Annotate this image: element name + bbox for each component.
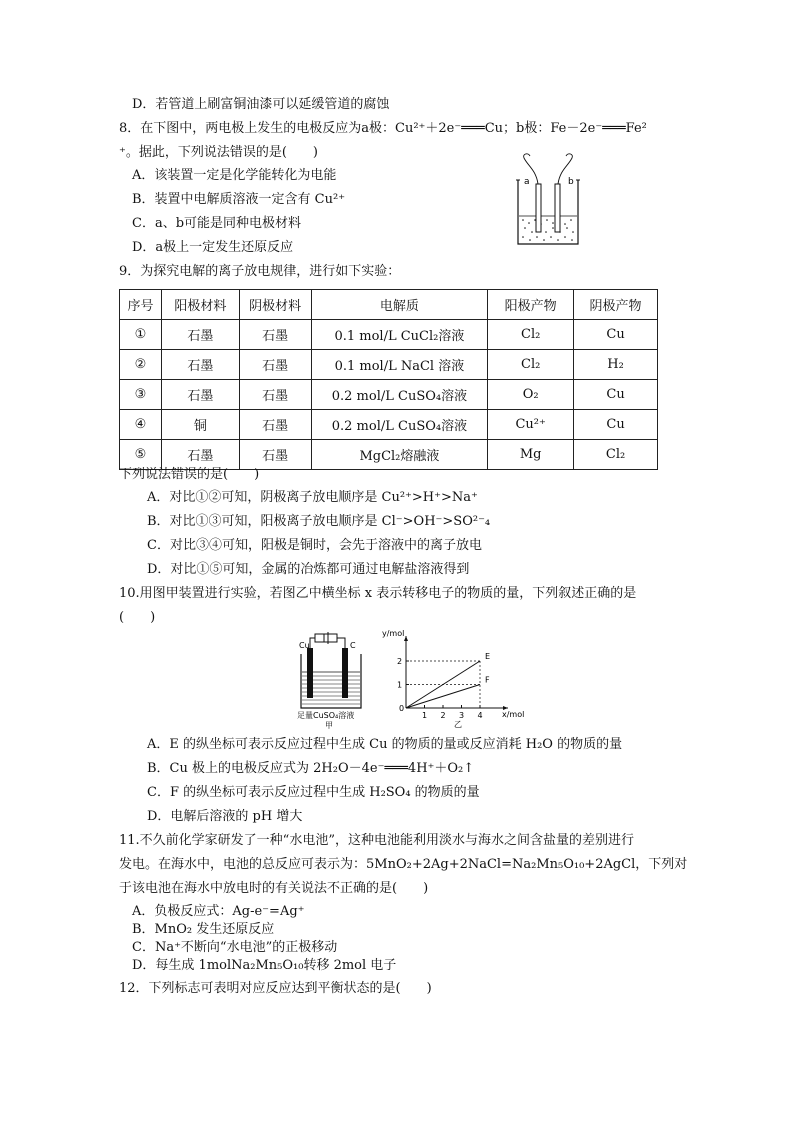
- x-tick-label: 1: [422, 711, 428, 720]
- q8-stem-line2: ⁺。据此，下列说法错误的是( ): [119, 145, 319, 160]
- table-cell: 铜: [161, 410, 239, 440]
- table-cell: 石墨: [161, 320, 239, 350]
- x-axis-label: x/mol: [502, 710, 525, 719]
- table-cell: 石墨: [239, 410, 311, 440]
- q8-label-a: a: [524, 177, 530, 187]
- table-cell: 石墨: [161, 350, 239, 380]
- q9-header-cell: 电解质: [311, 290, 488, 320]
- table-cell: 石墨: [239, 380, 311, 410]
- q11-option-d: D．每生成 1molNa₂Mn₅O₁₀转移 2mol 电子: [132, 958, 397, 973]
- y-tick-label: 2: [397, 657, 403, 666]
- q11-option-a: A．负极反应式：Ag-e⁻=Ag⁺: [132, 904, 305, 919]
- table-cell: 0.1 mol/L NaCl 溶液: [311, 350, 488, 380]
- q9-header-cell: 阴极产物: [574, 290, 658, 320]
- table-cell: Cu²⁺: [488, 410, 574, 440]
- table-row: [120, 410, 658, 440]
- q9-option-a: A．对比①②可知，阴极离子放电顺序是 Cu²⁺>H⁺>Na⁺: [147, 490, 478, 505]
- q10-option-c: C．F 的纵坐标可表示反应过程中生成 H₂SO₄ 的物质的量: [147, 785, 480, 800]
- series-label-f: F: [485, 675, 490, 685]
- table-cell: 石墨: [239, 440, 311, 470]
- q11-option-c: C．Na⁺不断向“水电池”的正极移动: [132, 940, 338, 955]
- q10-label-cu: Cu: [299, 641, 310, 650]
- q8-option-c: C．a、b可能是同种电极材料: [132, 216, 302, 231]
- table-cell: H₂: [574, 350, 658, 380]
- y-axis-arrow: [404, 636, 408, 641]
- table-cell: Cu: [574, 410, 658, 440]
- q8-label-b: b: [568, 177, 574, 187]
- q10-stem-line1: 10.用图甲装置进行实验，若图乙中横坐标 x 表示转移电子的物质的量，下列叙述正确的是: [119, 586, 637, 601]
- y-tick-label: 1: [397, 680, 403, 690]
- q9-question: 下列说法错误的是( ): [119, 467, 260, 482]
- q9-header-cell: 序号: [120, 290, 162, 320]
- table-cell: O₂: [488, 380, 574, 410]
- q10-solution-label: 足量CuSO₄溶液: [297, 711, 355, 720]
- table-cell: MgCl₂熔融液: [311, 440, 488, 470]
- q11-stem-line3: 于该电池在海水中放电时的有关说法不正确的是( ): [119, 881, 429, 896]
- table-row: [120, 380, 658, 410]
- table-cell: Cl₂: [488, 350, 574, 380]
- q8-stem-line1: 8．在下图中，两电极上发生的电极反应为a极：Cu²⁺＋2e⁻═══Cu；b极：Fe－2e⁻═══Fe²: [119, 121, 647, 136]
- q10-caption-jia: 甲: [325, 721, 333, 730]
- q9-option-c: C．对比③④可知，阳极是铜时，会先于溶液中的离子放电: [147, 538, 482, 553]
- q10-option-a: A．E 的纵坐标可表示反应过程中生成 Cu 的物质的量或反应消耗 H₂O 的物质的量: [147, 737, 623, 752]
- q11-stem-line2: 发电。在海水中，电池的总反应可表示为：5MnO₂+2Ag+2NaCl=Na₂Mn₅O₁₀+2AgCl，下列对: [119, 857, 688, 872]
- x-tick-label: 4: [477, 711, 483, 720]
- q9-option-d: D．对比①⑤可知，金属的冶炼都可通过电解盐溶液得到: [147, 562, 470, 577]
- q11-stem-line1: 11.不久前化学家研发了一种“水电池”，这种电池能利用淡水与海水之间含盐量的差别进行: [119, 833, 634, 848]
- q9-option-b: B．对比①③可知，阳极离子放电顺序是 Cl⁻>OH⁻>SO²⁻₄: [147, 514, 491, 529]
- table-cell: 石墨: [239, 320, 311, 350]
- q10-caption-yi: 乙: [454, 720, 462, 729]
- q10-label-c: C: [350, 641, 356, 650]
- q10-option-b: B．Cu 极上的电极反应式为 2H₂O－4e⁻═══4H⁺＋O₂↑: [147, 761, 475, 776]
- table-cell: Cu: [574, 380, 658, 410]
- series-label-e: E: [485, 652, 491, 661]
- q9-header-cell: 阴极材料: [239, 290, 311, 320]
- table-cell: ⑤: [120, 440, 162, 470]
- origin-label: 0: [399, 704, 405, 713]
- q9-header-cell: 阳极产物: [488, 290, 574, 320]
- series-line-f: [406, 685, 480, 709]
- table-cell: 石墨: [161, 380, 239, 410]
- table-row: [120, 320, 658, 350]
- table-cell: Mg: [488, 440, 574, 470]
- q7-option-d: D．若管道上刷富铜油漆可以延缓管道的腐蚀: [132, 97, 390, 112]
- table-cell: Cl₂: [488, 320, 574, 350]
- q10-figure-jia-apparatus: [295, 630, 375, 730]
- q8-option-d: D．a极上一定发生还原反应: [132, 240, 294, 255]
- y-axis-label: y/mol: [382, 629, 405, 638]
- q9-table: [119, 289, 658, 470]
- table-cell: 0.2 mol/L CuSO₄溶液: [311, 410, 488, 440]
- table-cell: ②: [120, 350, 162, 380]
- table-cell: Cu: [574, 320, 658, 350]
- table-cell: ③: [120, 380, 162, 410]
- q8-option-a: A．该装置一定是化学能转化为电能: [132, 168, 337, 183]
- q9-header-cell: 阳极材料: [161, 290, 239, 320]
- q8-electrolysis-beaker-figure: [510, 150, 590, 250]
- table-row: [120, 440, 658, 470]
- q9-table-header: [120, 290, 658, 320]
- table-row: [120, 350, 658, 380]
- q11-option-b: B．MnO₂ 发生还原反应: [132, 922, 275, 937]
- table-cell: ①: [120, 320, 162, 350]
- q12-stem: 12．下列标志可表明对应反应达到平衡状态的是( ): [119, 981, 432, 996]
- q10-option-d: D．电解后溶液的 pH 增大: [147, 809, 303, 824]
- table-cell: 0.2 mol/L CuSO₄溶液: [311, 380, 488, 410]
- table-cell: 石墨: [161, 440, 239, 470]
- q9-stem: 9．为探究电解的离子放电规律，进行如下实验：: [119, 264, 401, 279]
- x-tick-label: 3: [459, 711, 465, 720]
- q10-stem-line2: ( ): [119, 610, 156, 625]
- table-cell: Cl₂: [574, 440, 658, 470]
- x-tick-label: 2: [440, 711, 446, 720]
- table-cell: 0.1 mol/L CuCl₂溶液: [311, 320, 488, 350]
- q8-option-b: B．装置中电解质溶液一定含有 Cu²⁺: [132, 192, 346, 207]
- table-cell: 石墨: [239, 350, 311, 380]
- table-cell: ④: [120, 410, 162, 440]
- q10-chart-yi: [378, 628, 528, 730]
